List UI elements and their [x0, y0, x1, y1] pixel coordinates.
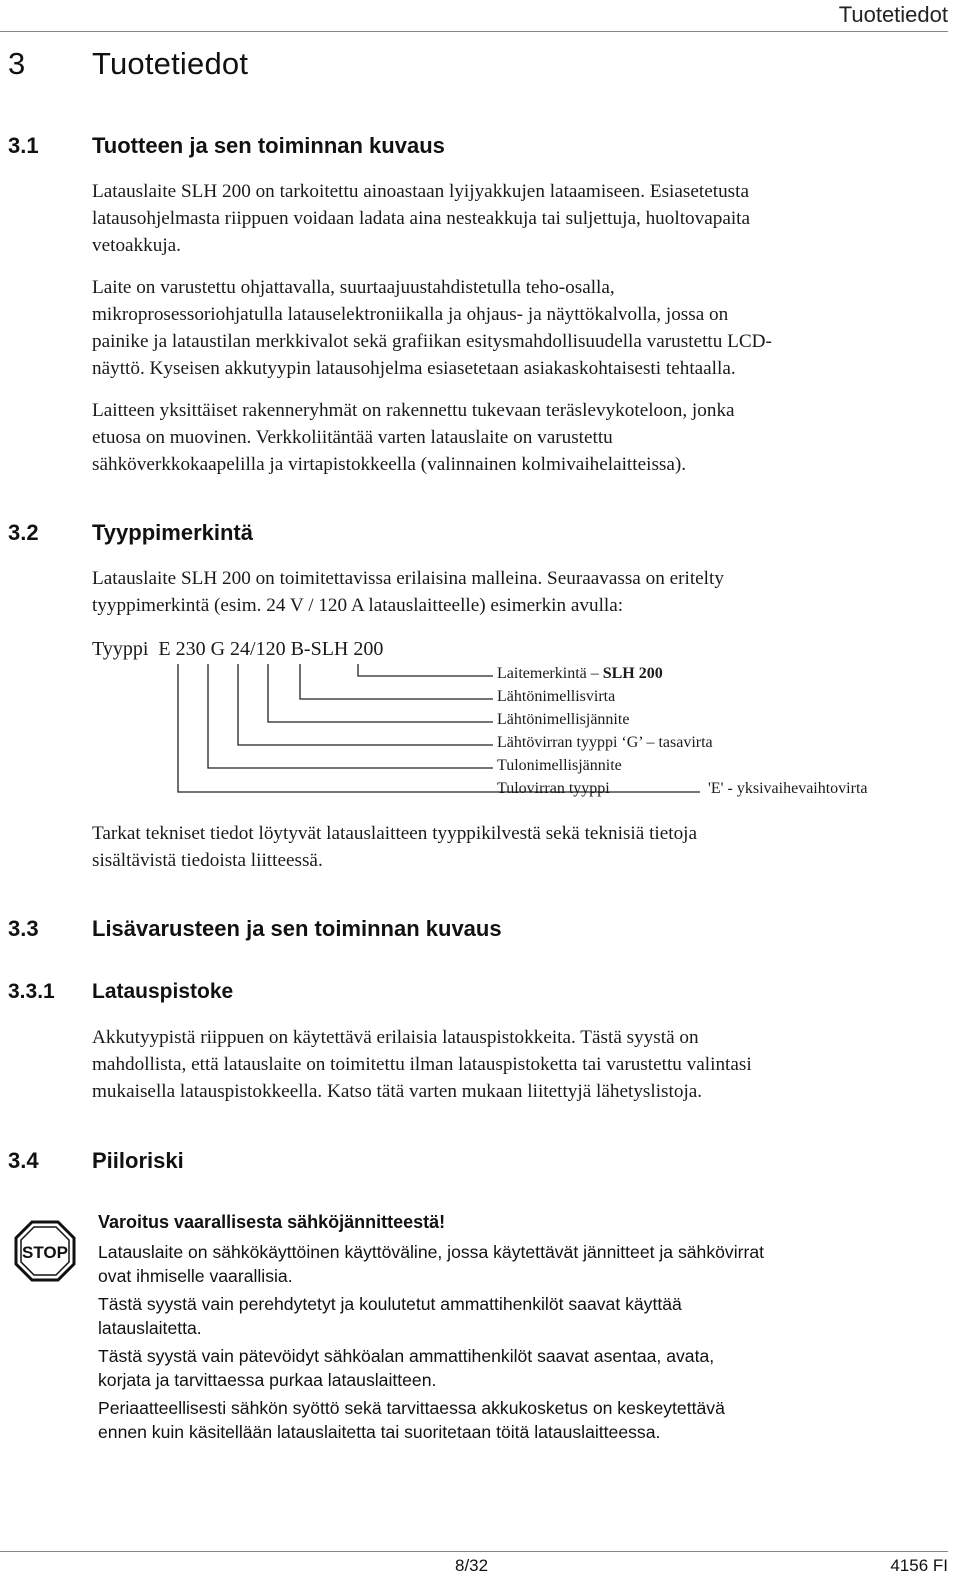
text-line: painike ja lataustilan merkkivalot sekä grafiikan esitysmahdollisuudella varustettu LCD- [92, 331, 772, 352]
chapter-number: 3 [8, 46, 26, 81]
section-number: 3.3.1 [8, 980, 55, 1003]
text-line: ovat ihmiselle vaarallisia. [98, 1266, 293, 1286]
text-line: latauslaitetta. [98, 1318, 202, 1338]
section-heading-3-4 [8, 1148, 184, 1174]
warning-block [98, 1210, 938, 1444]
running-header-title: Tuotetiedot [838, 2, 948, 27]
footer-divider [0, 1551, 948, 1552]
page-number: 8/32 [455, 1556, 489, 1575]
paragraph-tech-data [92, 820, 942, 874]
paragraph-purpose [92, 178, 942, 259]
label-output-type: Lähtövirran tyyppi ‘G’ – tasavirta [497, 734, 713, 751]
leader-line-output-current [300, 664, 493, 699]
label-input-type: Tulovirran tyyppi [497, 780, 610, 797]
label-output-voltage: Lähtönimellisjännite [497, 711, 630, 728]
warning-paragraph [98, 1396, 938, 1444]
section-title: Tuotteen ja sen toiminnan kuvaus [92, 133, 445, 158]
text-line: sähköverkkokaapelilla ja virtapistokkeella (valinnainen kolmivaihelaitteissa). [92, 454, 687, 475]
section-number: 3.4 [8, 1148, 39, 1173]
warning-paragraph [98, 1292, 938, 1340]
text-line: tyyppimerkintä (esim. 24 V / 120 A latauslaitteelle) esimerkin avulla: [92, 595, 624, 616]
section-title: Latauspistoke [92, 980, 234, 1003]
section-number: 3.3 [8, 916, 39, 941]
section-number: 3.2 [8, 520, 39, 545]
type-code: Tyyppi E 230 G 24/120 B-SLH 200 [92, 638, 384, 660]
paragraph-charging-plug [92, 1024, 942, 1105]
text-line: mukaisella latauspistokkeella. Katso tätä varten mukaan liitettyjä lähetyslistoja. [92, 1081, 703, 1102]
text-line: Latauslaite SLH 200 on tarkoitettu ainoastaan lyijyakkujen lataamiseen. Esiasetetusta [92, 181, 749, 202]
text-line: Periaatteellisesti sähkön syöttö sekä tarvittaessa akkukosketus on keskeytettävä [98, 1398, 725, 1418]
section-title: Piiloriski [92, 1148, 184, 1173]
leader-line-device [358, 664, 493, 676]
text-line: etuosa on muovinen. Verkkoliitäntää varten latauslaite on varustettu [92, 427, 613, 448]
leader-line-output-type [238, 664, 493, 745]
text-line: Latauslaite SLH 200 on toimitettavissa erilaisina malleina. Seuraavassa on eritelty [92, 568, 724, 589]
section-heading-3-3 [8, 916, 502, 942]
section-heading-3-3-1 [8, 980, 233, 1004]
document-code: 4156 FI [890, 1556, 948, 1575]
header-divider [0, 31, 948, 32]
chapter-heading [8, 46, 248, 82]
text-line: Latauslaite on sähkökäyttöinen käyttöväline, jossa käytettävät jännitteet ja sähkövirrat [98, 1242, 765, 1262]
warning-paragraph [98, 1344, 938, 1392]
stop-sign-text: STOP [22, 1243, 68, 1262]
section-heading-3-1 [8, 133, 445, 159]
paragraph-type-intro [92, 565, 942, 619]
label-output-current: Lähtönimellisvirta [497, 688, 616, 705]
text-line: korjata ja tarvittaessa purkaa latauslaitteen. [98, 1370, 437, 1390]
text-line: Tarkat tekniset tiedot löytyvät latauslaitteen tyyppikilvestä sekä teknisiä tietoja [92, 823, 698, 844]
section-heading-3-2 [8, 520, 253, 546]
warning-paragraph [98, 1240, 938, 1288]
label-device: Laitemerkintä – SLH 200 [497, 665, 663, 682]
label-input-voltage: Tulonimellisjännite [497, 757, 622, 774]
leader-line-output-voltage [268, 664, 493, 722]
text-line: sisältävistä tiedoista liitteessä. [92, 850, 323, 871]
text-line: ennen kuin käsitellään latauslaitetta tai suoritetaan töitä latauslaitteessa. [98, 1422, 661, 1442]
text-line: mahdollista, että latauslaite on toimitettu ilman latauspistoketta tai varustettu valintasi [92, 1054, 752, 1075]
leader-line-input-voltage [208, 664, 493, 768]
text-line: mikroprosessoriohjatulla latauselektroniikalla ja ohjaus- ja näyttökalvolla, jossa on [92, 304, 729, 325]
label-input-type-value: 'E' - yksivaihevaihtovirta [708, 780, 868, 797]
section-title: Tyyppimerkintä [92, 520, 253, 545]
paragraph-housing [92, 397, 942, 478]
chapter-title: Tuotetiedot [92, 46, 249, 81]
section-title: Lisävarusteen ja sen toiminnan kuvaus [92, 916, 502, 941]
text-line: latausohjelmasta riippuen voidaan ladata aina nesteakkuja tai suljettuja, huoltovapaita [92, 208, 751, 229]
text-line: Tästä syystä vain perehdytetyt ja koulutetut ammattihenkilöt saavat käyttää [98, 1294, 682, 1314]
text-line: Laite on varustettu ohjattavalla, suurtaajuustahdistetulla teho-osalla, [92, 277, 615, 298]
text-line: Laitteen yksittäiset rakenneryhmät on rakennettu tukevaan teräslevykoteloon, jonka [92, 400, 735, 421]
text-line: Akkutyypistä riippuen on käytettävä erilaisia latauspistokkeita. Tästä syystä on [92, 1027, 699, 1048]
text-line: näyttö. Kyseisen akkutyypin latausohjelma esiasetetaan asiakaskohtaisesti tehtaalla. [92, 358, 736, 379]
paragraph-equipment [92, 274, 942, 382]
stop-sign-icon [14, 1220, 76, 1282]
text-line: Tästä syystä vain pätevöidyt sähköalan ammattihenkilöt saavat asentaa, avata, [98, 1346, 715, 1366]
section-number: 3.1 [8, 133, 39, 158]
warning-title: Varoitus vaarallisesta sähköjännitteestä! [98, 1212, 446, 1232]
text-line: vetoakkuja. [92, 235, 181, 256]
